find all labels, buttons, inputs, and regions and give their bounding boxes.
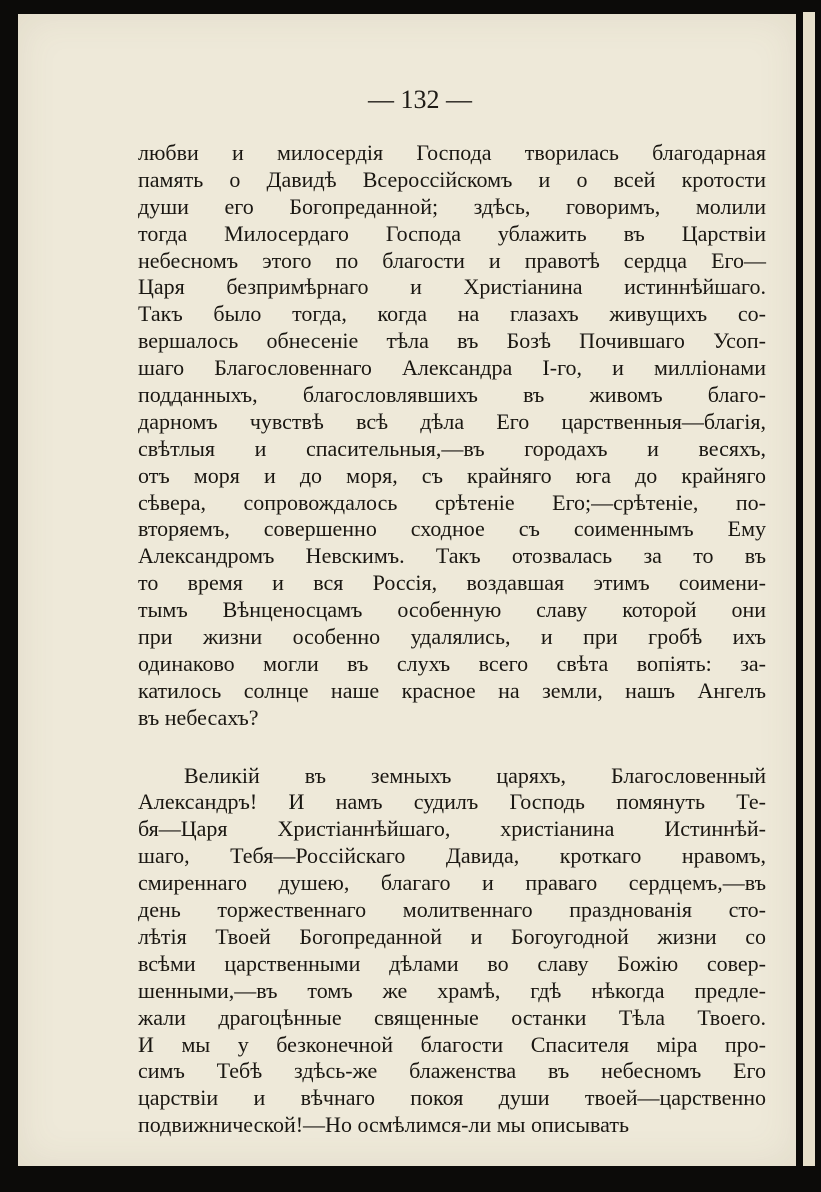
text-line: души его Богопреданной; здѣсь, говоримъ, молили — [138, 193, 766, 219]
text-line: шенными,—въ томъ же храмѣ, гдѣ нѣкогда предле- — [138, 977, 766, 1003]
text-line: тымъ Вѣнценосцамъ особенную славу которой они — [138, 597, 766, 623]
text-line: шаго, Тебя—Россійскаго Давида, кроткаго нравомъ, — [138, 843, 766, 869]
text-line: шаго Благословеннаго Александра І-го, и милліонами — [138, 355, 766, 381]
text-line: сѣвера, сопровождалось срѣтеніе Его;—срѣтеніе, по- — [138, 489, 766, 515]
body-text — [138, 140, 766, 1139]
text-line: память о Давидѣ Всероссійскомъ и о всей кротости — [138, 166, 766, 192]
text-line: катилось солнце наше красное на земли, нашъ Ангелъ — [138, 677, 766, 703]
text-line: дарномъ чувствѣ всѣ дѣла Его царственныя—благія, — [138, 408, 766, 434]
text-line: вершалось обнесеніе тѣла въ Бозѣ Почившаго Усоп- — [138, 328, 766, 354]
text-line: Великій въ земныхъ царяхъ, Благословенный — [184, 762, 766, 788]
text-line: вторяемъ, совершенно сходное съ соименнымъ Ему — [138, 516, 766, 542]
next-page-edge — [803, 12, 815, 1166]
paragraph-1 — [138, 140, 766, 732]
text-line: Такъ было тогда, когда на глазахъ живущихъ со- — [138, 301, 766, 327]
text-line: смиреннаго душею, благаго и праваго сердцемъ,—въ — [138, 870, 766, 896]
text-line: подданныхъ, благословлявшихъ въ живомъ благо- — [138, 382, 766, 408]
text-line: отъ моря и до моря, съ крайняго юга до крайняго — [138, 462, 766, 488]
text-line: лѣтія Твоей Богопреданной и Богоугодной жизни со — [138, 923, 766, 949]
text-line: то время и вся Россія, воздавшая этимъ соимени- — [138, 570, 766, 596]
text-line: всѣми царственными дѣлами во славу Божію совер- — [138, 950, 766, 976]
text-line: при жизни особенно удалялись, и при гробѣ ихъ — [138, 624, 766, 650]
text-line: тогда Милосердаго Господа ублажить въ Царствіи — [138, 220, 766, 246]
text-line: Александромъ Невскимъ. Такъ отозвалась за то въ — [138, 543, 766, 569]
text-line: И мы у безконечной благости Спасителя міра про- — [138, 1031, 766, 1057]
text-line: свѣтлыя и спасительныя,—въ городахъ и весяхъ, — [138, 435, 766, 461]
text-line: подвижнической!—Но осмѣлимся-ли мы описывать — [138, 1112, 629, 1138]
text-line: Александръ! И намъ судилъ Господь помянуть Те- — [138, 789, 766, 815]
paragraph-2 — [138, 763, 766, 1139]
text-line: Царя безпримѣрнаго и Христіанина истиннѣйшаго. — [138, 274, 766, 300]
text-line: любви и милосердія Господа творилась благодарная — [138, 140, 766, 165]
paragraph-gap — [138, 732, 766, 763]
text-line: симъ Тебѣ здѣсь-же блаженства въ небесномъ Его — [138, 1058, 766, 1084]
text-line: одинаково могли въ слухъ всего свѣта вопіять: за- — [138, 650, 766, 676]
page-number: — 132 — — [368, 85, 472, 114]
text-line: бя—Царя Христіаннѣйшаго, христіанина Истиннѣй- — [138, 816, 766, 842]
text-line: жали драгоцѣнные священные останки Тѣла Твоего. — [138, 1004, 766, 1030]
text-line: царствіи и вѣчнаго покоя души твоей—царственно — [138, 1085, 766, 1111]
text-line: день торжественнаго молитвеннаго празднованія сто- — [138, 897, 766, 923]
text-line: небесномъ этого по благости и правотѣ сердца Его— — [138, 247, 766, 273]
text-line: въ небесахъ? — [138, 704, 259, 730]
